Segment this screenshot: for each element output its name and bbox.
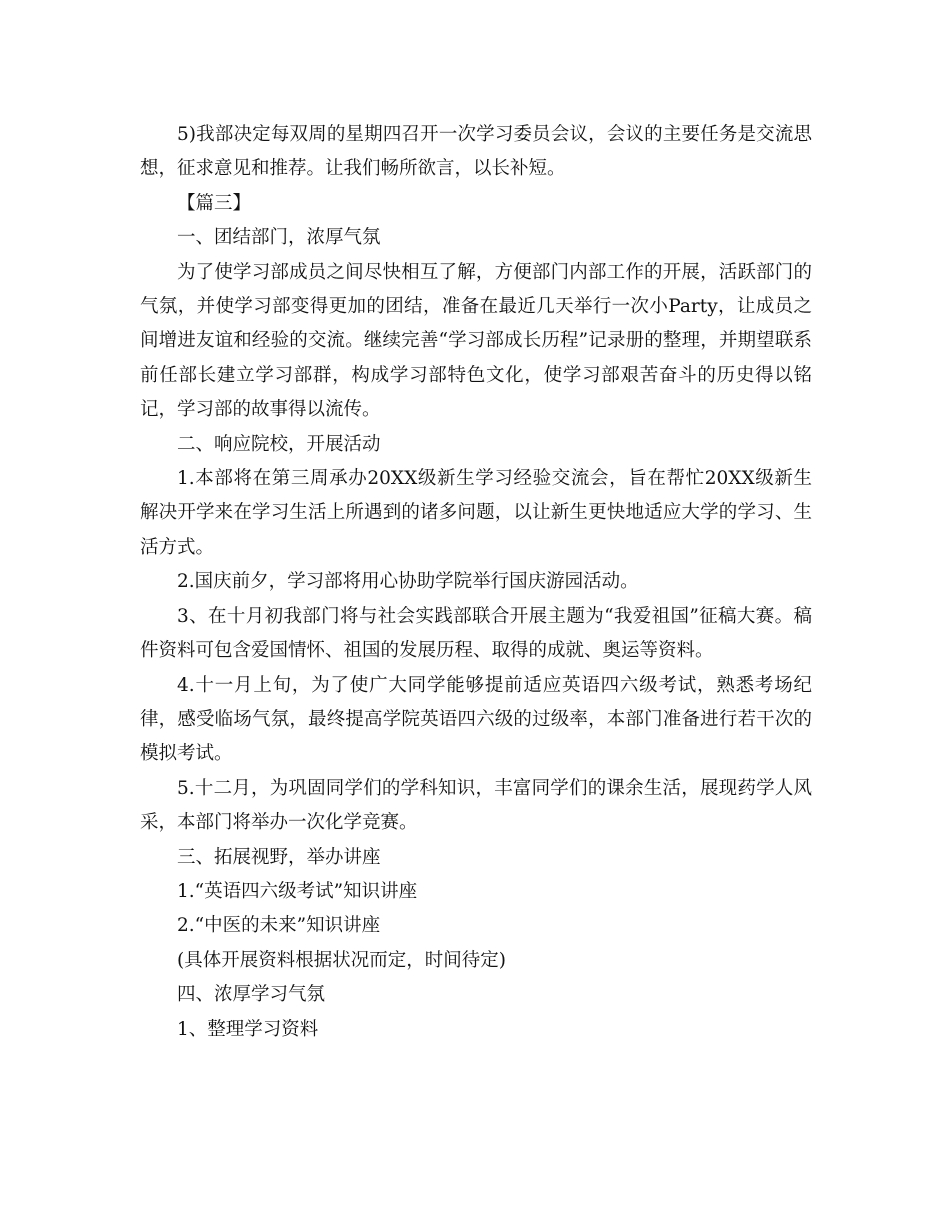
paragraph-item-4: 4.十一月上旬，为了使广大同学能够提前适应英语四六级考试，熟悉考场纪律，感受临场气氛，最终提高学院英语四六级的过级率，本部门准备进行若干次的模拟考试。 xyxy=(140,674,812,765)
document-body xyxy=(140,118,812,1047)
paragraph-item-1: 1.本部将在第三周承办20XX级新生学习经验交流会，旨在帮忙20XX级新生解决开学来在学习生活上所遇到的诸多问题，以让新生更快地适应大学的学习、生活方式。 xyxy=(140,468,812,558)
heading-study-atmosphere: 四、浓厚学习气氛 xyxy=(177,984,326,1006)
lecture-note: (具体开展资料根据状况而定，时间待定) xyxy=(177,949,506,971)
heading-unite-department: 一、团结部门，浓厚气氛 xyxy=(177,227,381,249)
lecture-item-1: 1.“英语四六级考试”知识讲座 xyxy=(177,880,418,902)
paragraph-unite-department: 为了使学习部成员之间尽快相互了解，方便部门内部工作的开展，活跃部门的气氛，并使学习部变得更加的团结，准备在最近几天举行一次小Party，让成员之间增进友谊和经验的交流。继续完善“学习部成长历程”记录册的整理，并期望联系前任部长建立学习部群，构成学习部特色文化，使学习部艰苦奋斗的历史得以铭记，学习部的故事得以流传。 xyxy=(140,261,812,421)
heading-respond-activities: 二、响应院校，开展活动 xyxy=(177,433,381,455)
section-heading-part-three: 【篇三】 xyxy=(177,192,252,214)
paragraph-item-2: 2.国庆前夕，学习部将用心协助学院举行国庆游园活动。 xyxy=(177,571,639,593)
paragraph-item-5: 5.十二月，为巩固同学们的学科知识，丰富同学们的课余生活，展现药学人风采，本部门将举办一次化学竞赛。 xyxy=(140,777,812,834)
lecture-item-2: 2.“中医的未来”知识讲座 xyxy=(177,915,381,937)
paragraph-meeting-plan: 5)我部决定每双周的星期四召开一次学习委员会议，会议的主要任务是交流思想，征求意见和推荐。让我们畅所欲言，以长补短。 xyxy=(140,124,812,180)
heading-lectures: 三、拓展视野，举办讲座 xyxy=(177,846,381,868)
paragraph-item-3: 3、在十月初我部门将与社会实践部联合开展主题为“我爱祖国”征稿大赛。稿件资料可包含爱国情怀、祖国的发展历程、取得的成就、奥运等资料。 xyxy=(140,605,812,662)
study-item-1: 1、整理学习资料 xyxy=(177,1018,319,1040)
